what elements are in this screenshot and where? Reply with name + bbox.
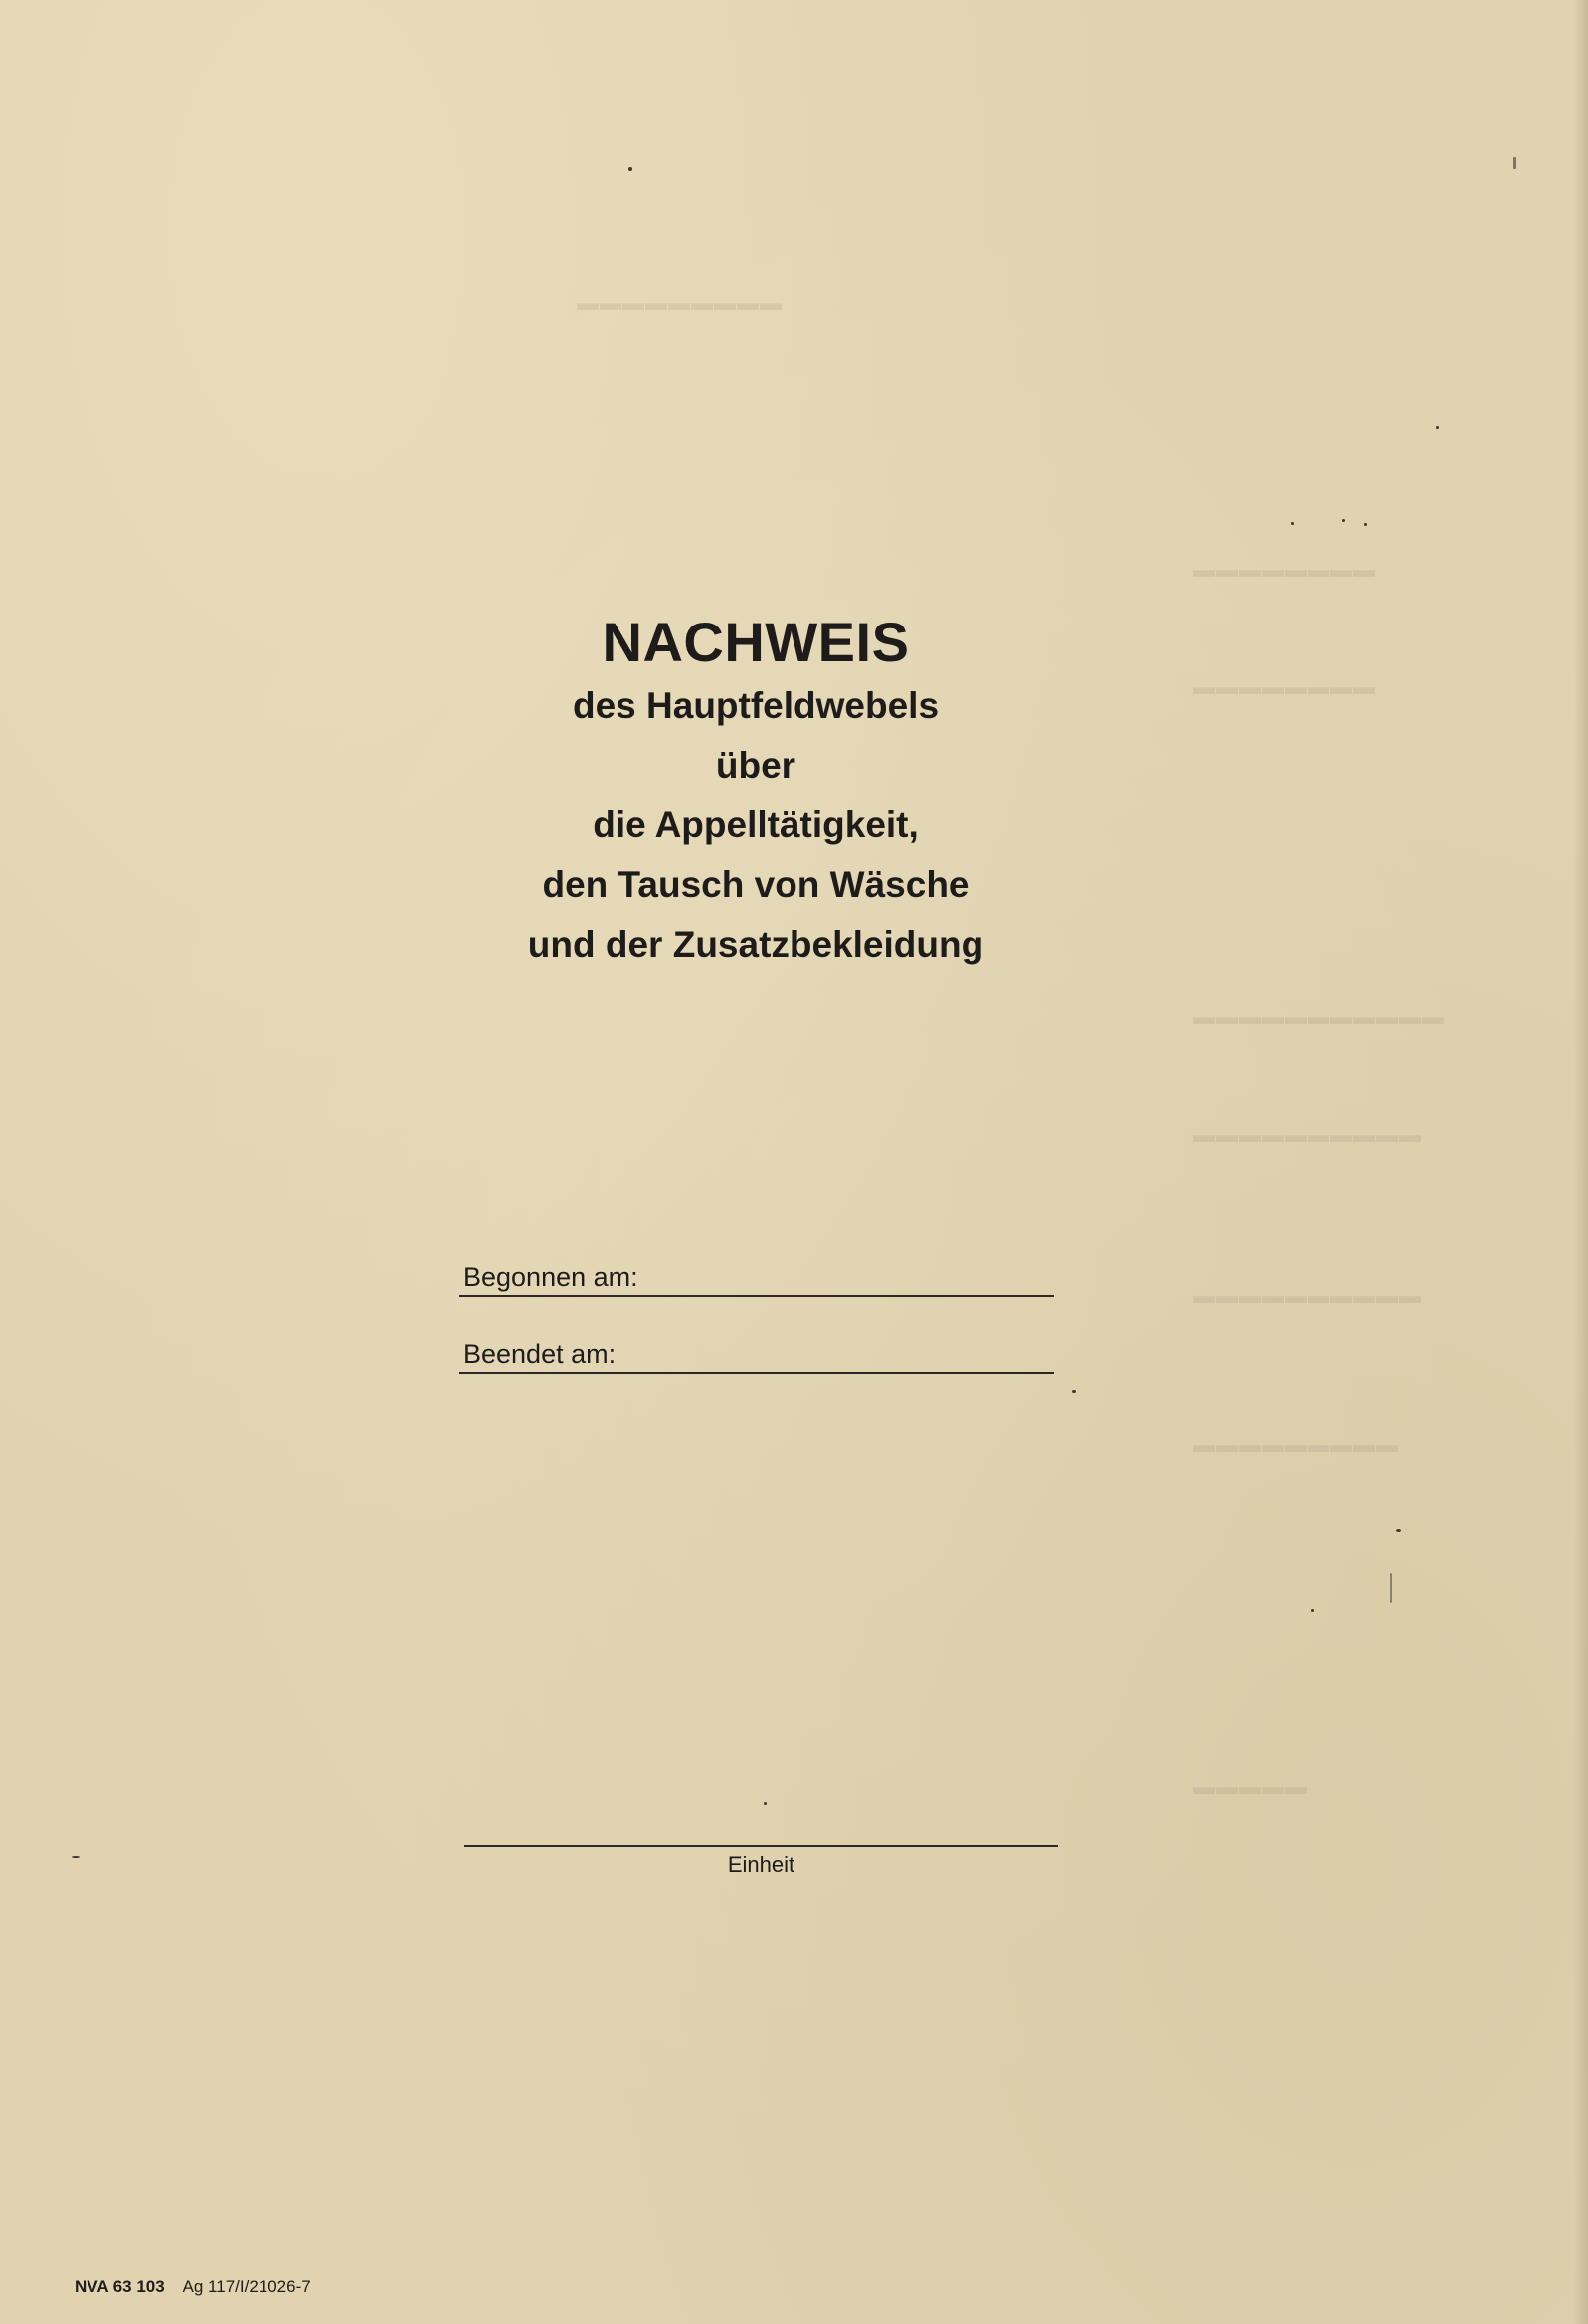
beendet-am-field[interactable] (459, 1339, 1054, 1374)
paper-speck (1396, 1529, 1401, 1532)
paper-speck (1291, 522, 1294, 525)
form-title: NACHWEIS (602, 611, 910, 673)
form-title-block (378, 609, 1134, 975)
show-through-text: ▬▬▬▬▬▬▬▬▬ (577, 290, 783, 315)
show-through-text: ▬▬▬▬▬ (1193, 1774, 1308, 1799)
paper-speck (1436, 426, 1439, 429)
paper-speck (72, 1856, 80, 1858)
subtitle-line: des Hauptfeldwebels (572, 685, 940, 726)
subtitle-line: und der Zusatzbekleidung (527, 924, 984, 965)
show-through-text: ▬▬▬▬▬▬▬▬ (1193, 557, 1376, 582)
subtitle-line: den Tausch von Wäsche (542, 864, 970, 905)
paper-speck (1390, 1573, 1392, 1603)
form-footer (75, 2277, 311, 2297)
paper-speck (1342, 519, 1345, 522)
show-through-text: ▬▬▬▬▬▬▬▬ (1193, 674, 1376, 699)
paper-speck (1072, 1390, 1076, 1393)
paper-speck (1513, 157, 1516, 169)
einheit-label: Einheit (727, 1852, 795, 1877)
show-through-text: ▬▬▬▬▬▬▬▬▬▬ (1193, 1122, 1422, 1147)
paper-speck (1311, 1609, 1314, 1612)
paper-speck (628, 167, 632, 171)
show-through-text: ▬▬▬▬▬▬▬▬▬ (1193, 1432, 1399, 1457)
show-through-text: ▬▬▬▬▬▬▬▬▬▬▬ (1193, 1004, 1445, 1029)
beendet-am-label: Beendet am: (463, 1340, 617, 1369)
begonnen-am-field[interactable] (459, 1261, 1054, 1297)
paper-edge-shadow (1574, 0, 1588, 2324)
paper-speck (1364, 523, 1367, 526)
einheit-line[interactable] (464, 1845, 1058, 1847)
show-through-text: ▬▬▬▬▬▬▬▬▬▬ (1193, 1283, 1422, 1308)
begonnen-am-label: Begonnen am: (463, 1262, 638, 1292)
subtitle-line: über (715, 745, 796, 786)
print-reference: Ag 117/I/21026-7 (182, 2277, 311, 2296)
subtitle-line: die Appelltätigkeit, (593, 804, 919, 845)
paper-speck (764, 1802, 767, 1805)
form-number: NVA 63 103 (75, 2277, 165, 2296)
